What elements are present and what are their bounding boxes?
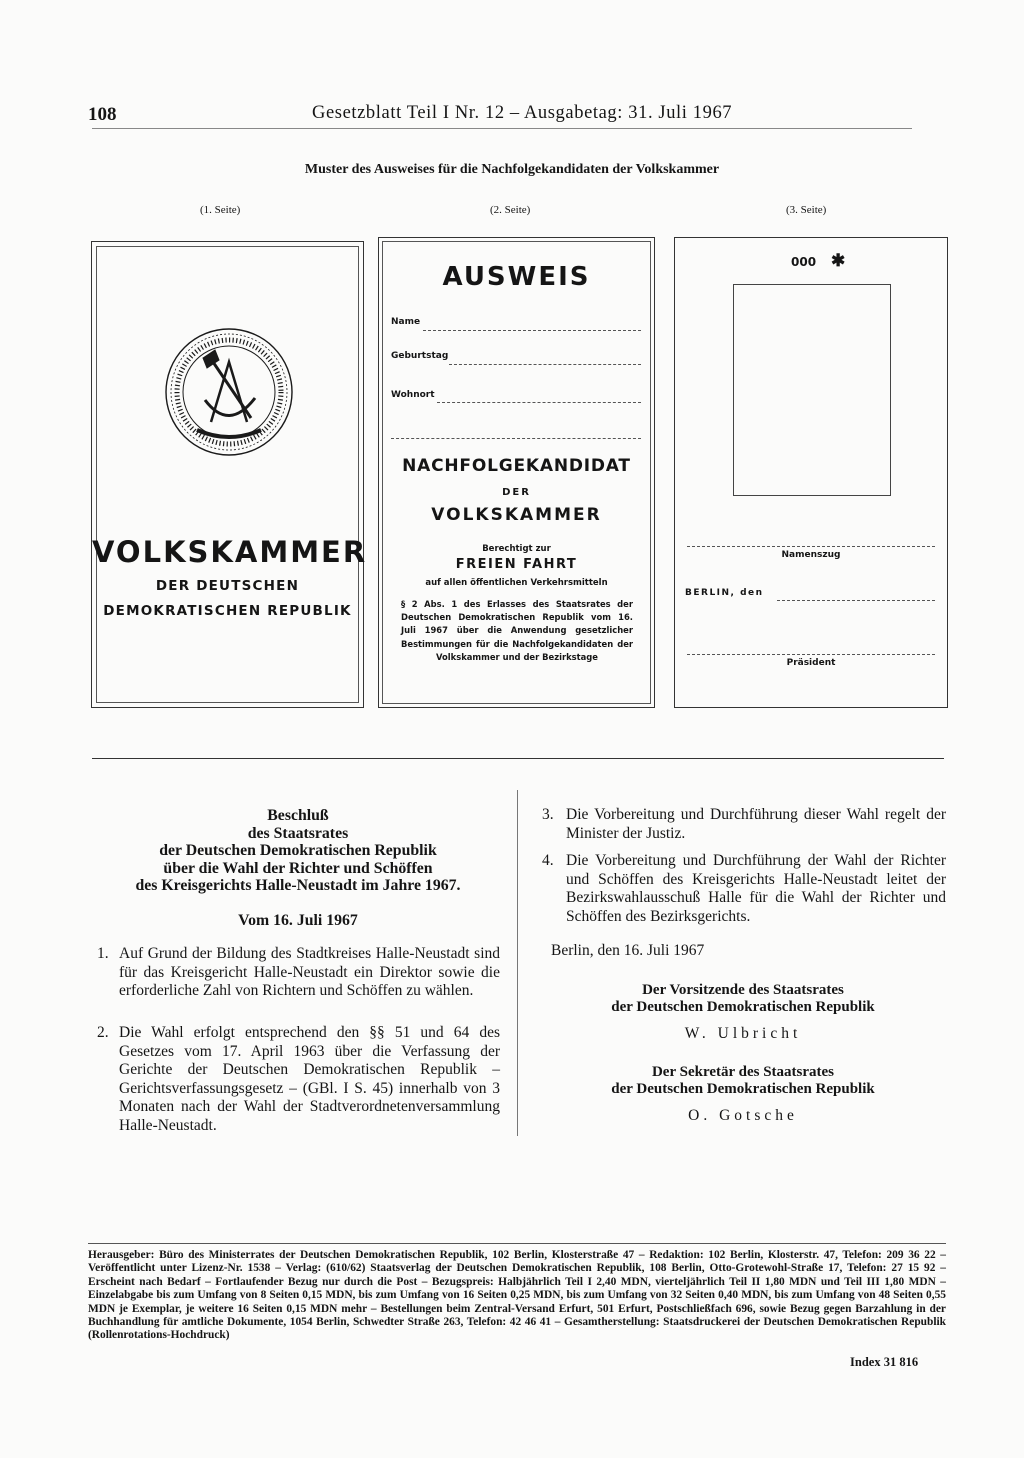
ddr-emblem-icon — [159, 322, 299, 462]
column-divider — [517, 790, 518, 1136]
item-3-number: 3. — [542, 806, 554, 823]
signature-label: Namenszug — [781, 550, 841, 560]
field-line-residence — [437, 402, 641, 403]
heading-line-3: der Deutschen Demokratischen Republik — [159, 842, 437, 860]
field-label-birthday: Geburtstag — [391, 351, 449, 361]
secretary-title-line-2: der Deutschen Demokratischen Republik — [611, 1081, 875, 1097]
item-1-text: Auf Grund der Bildung des Stadtkreises Halle-Neustadt sind für das Kreisgericht Halle-Neustadt ein Direktor sowie die erforderliche Zahl von Richtern und Schöffen zu wählen. — [119, 945, 500, 1000]
heading-line-5: des Kreisgerichts Halle-Neustadt im Jahre 1967. — [135, 877, 461, 895]
card2-heading2: DER — [502, 487, 531, 498]
page-label-2: (2. Seite) — [490, 204, 531, 216]
star-icon: ✱ — [831, 251, 846, 270]
card2-legal-text: § 2 Abs. 1 des Erlasses des Staatsrates der Deutschen Demokratischen Republik vom 16. Juli 1967 über die Anwendung gesetzlicher Bestimmungen für die Nachfolgekandidaten der Volkskammer und der Bezirkstage — [401, 599, 633, 662]
president-label: Präsident — [786, 658, 836, 668]
card3-number: 000 — [791, 255, 817, 269]
card2-entitled: Berechtigt zur — [482, 544, 551, 554]
id-card-page-3 — [674, 237, 948, 708]
card1-line2: DER DEUTSCHEN — [155, 578, 300, 594]
card2-free-ride: FREIEN FAHRT — [455, 557, 578, 572]
date-line — [777, 600, 935, 601]
place-and-date: Berlin, den 16. Juli 1967 — [551, 942, 705, 959]
section-title: Muster des Ausweises für die Nachfolgekandidaten der Volkskammer — [304, 162, 720, 177]
item-2-number: 2. — [97, 1024, 109, 1041]
header-title: Gesetzblatt Teil I Nr. 12 – Ausgabetag: 31. Juli 1967 — [312, 103, 733, 123]
chair-title — [540, 982, 946, 1016]
item-3-text: Die Vorbereitung und Durchführung dieser Wahl regelt der Minister der Justiz. — [566, 806, 946, 842]
imprint-text: Herausgeber: Büro des Ministerrates der Deutschen Demokratischen Republik, 102 Berlin, Klosterstraße 47 – Redaktion: 102 Berlin, Klosterstr. 47, Telefon: 209 36 22 – Veröffentlicht unter Lizenz-Nr. 1538 – Verlag: (610/62) Staatsverlag der Deutschen Demokratischen Republik, 108 Berlin, Otto-Grotewohl-Straße 17, Telefon: 27 15 92 – Erscheint nach Bedarf – Fortlaufender Bezug nur durch die Post – Bezugspreis: Halbjährlich Teil I 2,40 MDN, vierteljährlich Teil II 1,80 MDN und Teil III 1,80 MDN – Einzelabgabe bis zum Umfang von 8 Seiten 0,15 MDN, bis zum Umfang von 16 Seiten 0,25 MDN, bis zum Umfang von 32 Seiten 0,40 MDN, bis zum Umfang von 48 Seiten 0,55 MDN je Exemplar, je weitere 16 Seiten 0,15 MDN mehr – Bestellungen beim Zentral-Versand Erfurt, 501 Erfurt, Postschließfach 696, sowie Bezug gegen Barzahlung in der Buchhandlung für amtliche Dokumente, 1054 Berlin, Schwedter Straße 263, Telefon: 42 46 41 – Gesamtherstellung: Staatsdruckerei der Deutschen Demokratischen Republik (Rollenrotations-Hochdruck) — [88, 1249, 946, 1342]
page-label-3: (3. Seite) — [786, 204, 827, 216]
field-line-name — [423, 330, 641, 331]
signature-line — [687, 546, 935, 547]
card1-line3: DEMOKRATISCHEN REPUBLIK — [103, 603, 352, 619]
heading-line-2: des Staatsrates — [247, 824, 349, 842]
secretary-title-line-1: Der Sekretär des Staatsrates — [651, 1064, 835, 1080]
item-1-number: 1. — [97, 945, 109, 962]
heading-line-4: über die Wahl der Richter und Schöffen — [163, 859, 433, 877]
chair-title-line-2: der Deutschen Demokratischen Republik — [611, 999, 875, 1015]
card2-transport: auf allen öffentlichen Verkehrsmitteln — [425, 578, 608, 588]
secretary-title — [540, 1064, 946, 1098]
photo-box — [733, 284, 891, 496]
item-4-number: 4. — [542, 852, 554, 869]
card2-heading3: VOLKSKAMMER — [431, 505, 602, 525]
chair-name: W. Ulbricht — [684, 1025, 802, 1042]
card2-heading1: NACHFOLGEKANDIDAT — [402, 456, 631, 476]
card2-title: AUSWEIS — [442, 262, 591, 292]
resolution-heading — [96, 807, 500, 895]
field-line-birthday — [449, 364, 641, 365]
section-separator — [92, 758, 944, 759]
secretary-name: O. Gotsche — [688, 1107, 798, 1124]
president-line — [687, 654, 935, 655]
header-rule — [92, 128, 912, 129]
card1-title: VOLKSKAMMER — [92, 535, 368, 569]
footer-rule — [88, 1243, 946, 1244]
page-number: 108 — [88, 104, 117, 125]
field-label-residence: Wohnort — [391, 390, 435, 400]
id-card-page-2 — [378, 237, 655, 708]
item-4-text: Die Vorbereitung und Durchführung der Wahl der Richter und Schöffen des Kreisgerichts Halle-Neustadt leitet der Bezirkswahlausschuß Halle für die Wahl der Richter und Schöffen des Bezirksgerichts. — [566, 852, 946, 925]
field-line-extra — [391, 438, 641, 439]
resolution-date: Vom 16. Juli 1967 — [238, 912, 358, 929]
chair-title-line-1: Der Vorsitzende des Staatsrates — [642, 982, 844, 998]
field-label-name: Name — [391, 317, 421, 327]
id-card-page-1 — [91, 241, 368, 708]
card1-inner-frame — [96, 246, 359, 703]
item-2-text: Die Wahl erfolgt entsprechend den §§ 51 und 64 des Gesetzes vom 17. April 1963 über die Verfassung der Gerichte der Deutschen Demokratischen Republik – Gerichtsverfassungsgesetz – (GBl. I S. 45) innerhalb von 3 Monaten nach der Wahl der Stadtverordnetenversammlung Halle-Neustadt. — [119, 1024, 500, 1134]
place-label: BERLIN, den — [685, 588, 764, 598]
page-label-1: (1. Seite) — [200, 204, 241, 216]
heading-line-1: Beschluß — [267, 807, 329, 824]
index-number: Index 31 816 — [850, 1355, 919, 1369]
